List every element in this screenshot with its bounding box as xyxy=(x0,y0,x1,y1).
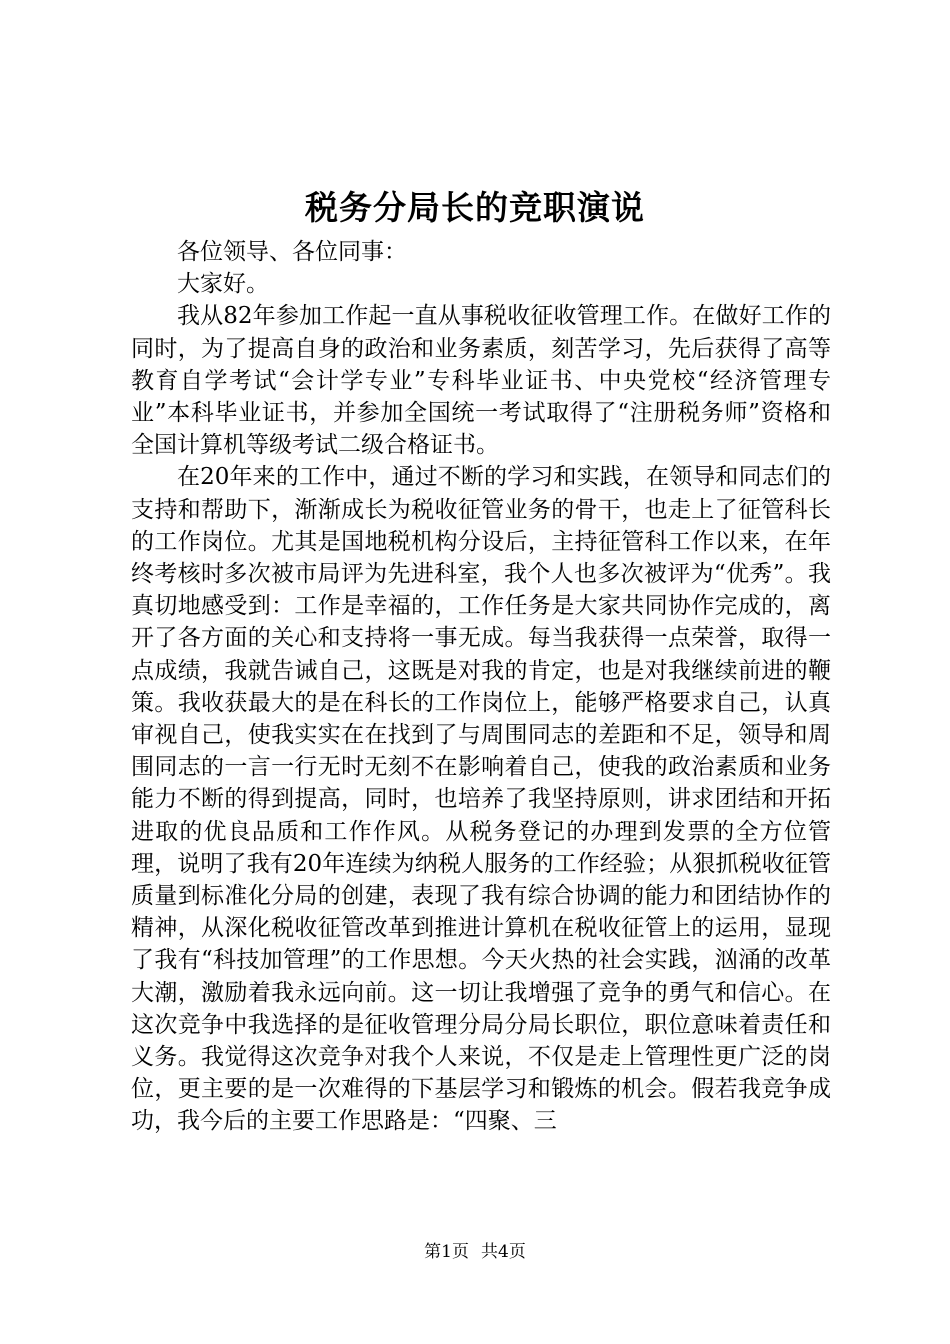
page-total: 共4页 xyxy=(481,1242,526,1262)
document-body xyxy=(131,236,831,1138)
document-title: 税务分局长的竞职演说 xyxy=(305,188,645,227)
page-number: 第1页 xyxy=(424,1242,469,1262)
page-footer xyxy=(0,1241,950,1263)
body-paragraph: 我从82年参加工作起一直从事税收征收管理工作。在做好工作的同时，为了提高自身的政治和业务素质，刻苦学习，先后获得了高等教育自学考试“会计学专业”专科毕业证书、中央党校“经济管理专业”本科毕业证书，并参加全国统一考试取得了“注册税务师”资格和全国计算机等级考试二级合格证书。 xyxy=(131,303,831,459)
salutation-paragraph: 大家好。 xyxy=(177,271,269,298)
greeting-paragraph: 各位领导、各位同事： xyxy=(177,239,407,265)
body-paragraph: 在20年来的工作中，通过不断的学习和实践，在领导和同志们的支持和帮助下，渐渐成长为税收征管业务的骨干，也走上了征管科长的工作岗位。尤其是国地税机构分设后，主持征管科工作以来，在年终考核时多次被市局评为先进科室，我个人也多次被评为“优秀”。我真切地感受到：工作是幸福的，工作任务是大家共同协作完成的，离开了各方面的关心和支持将一事无成。每当我获得一点荣誉，取得一点成绩，我就告诫自己，这既是对我的肯定，也是对我继续前进的鞭策。我收获最大的是在科长的工作岗位上，能够严格要求自己，认真审视自己，使我实实在在找到了与周围同志的差距和不足，领导和周围同志的一言一行无时无刻不在影响着自己，使我的政治素质和业务能力不断的得到提高，同时，也培养了我坚持原则，讲求团结和开拓进取的优良品质和工作作风。从税务登记的办理到发票的全方位管理，说明了我有20年连续为纳税人服务的工作经验；从狠抓税收征管质量到标准化分局的创建，表现了我有综合协调的能力和团结协作的精神，从深化税收征管改革到推进计算机在税收征管上的运用，显现了我有“科技加管理”的工作思想。今天火热的社会实践，汹涌的改革大潮，激励着我永远向前。这一切让我增强了竞争的勇气和信心。在这次竞争中我选择的是征收管理分局分局长职位，职位意味着责任和义务。我觉得这次竞争对我个人来说，不仅是走上管理性更广泛的岗位，更主要的是一次难得的下基层学习和锻炼的机会。假若我竞争成功，我今后的主要工作思路是：“四聚、三 xyxy=(131,464,831,1135)
